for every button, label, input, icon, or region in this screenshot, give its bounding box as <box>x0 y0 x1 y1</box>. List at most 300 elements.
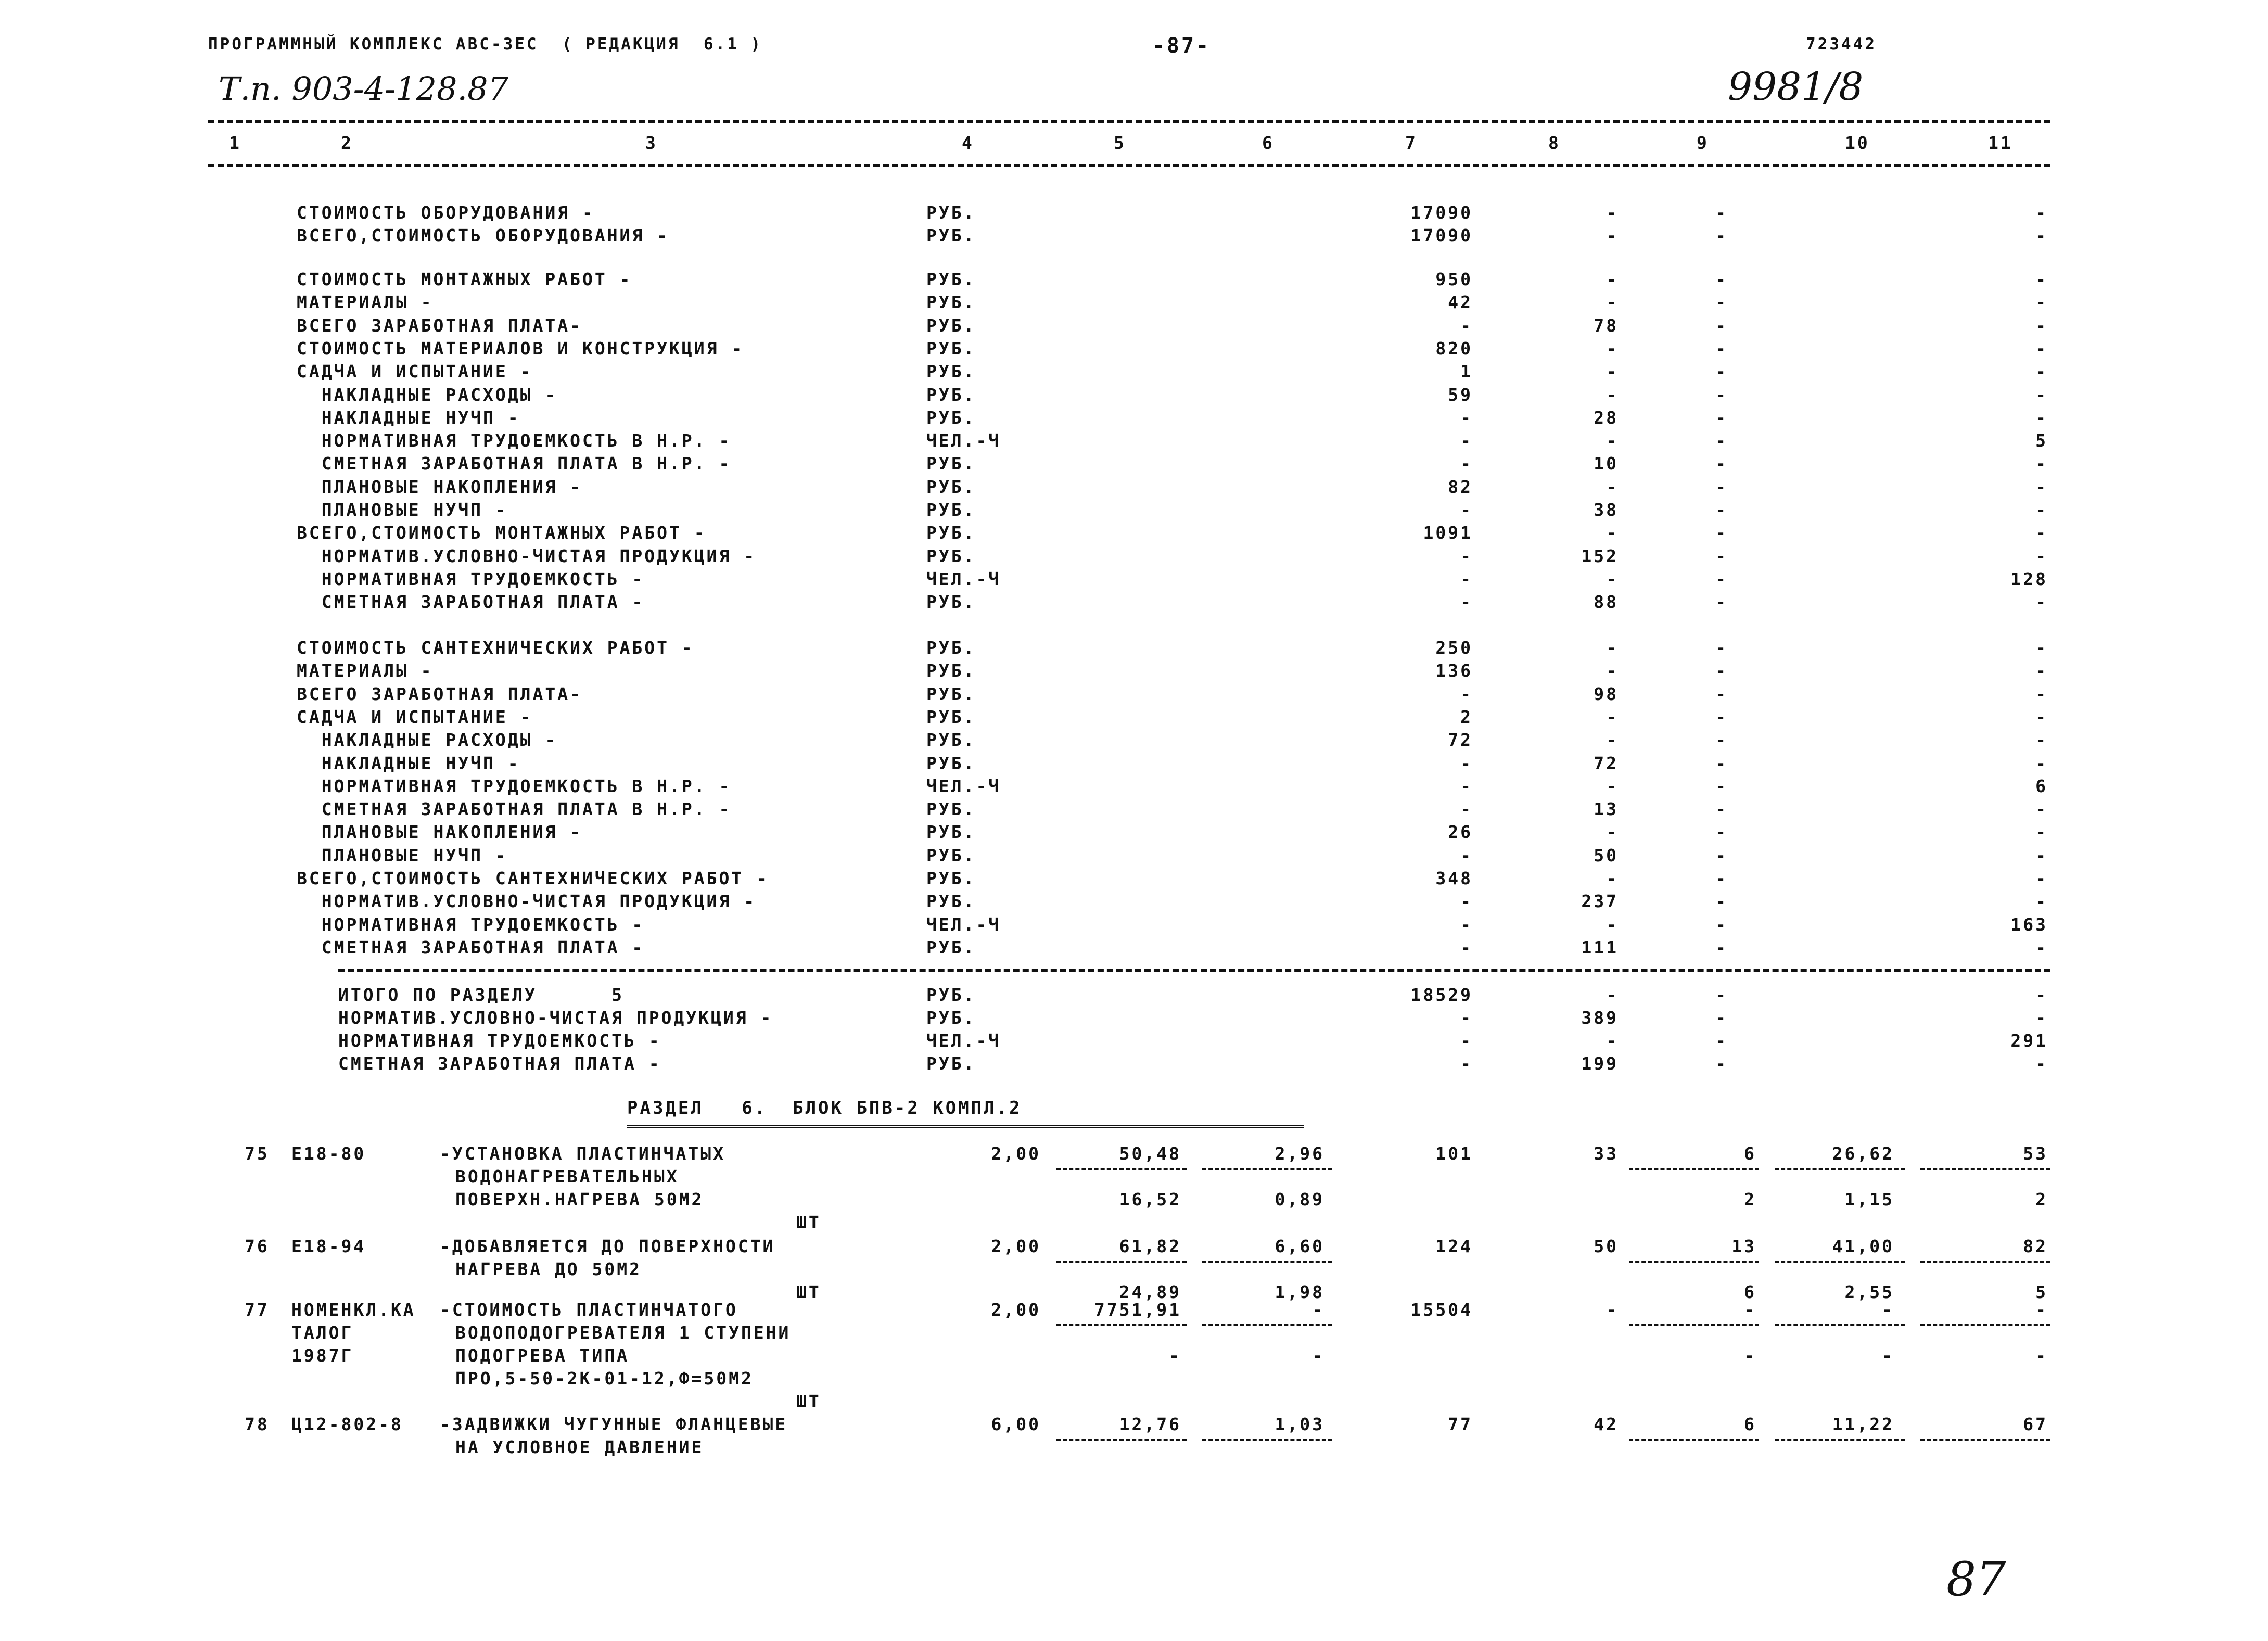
row-unit: РУБ. <box>926 292 976 313</box>
row-label: ПЛАНОВЫЕ НАКОПЛЕНИЯ - <box>297 476 582 497</box>
value-col9: - <box>1715 315 1728 336</box>
value-col8: 50 <box>1594 845 1619 866</box>
item-total-wage: - <box>1606 1300 1619 1320</box>
value-col9: - <box>1715 845 1728 866</box>
row-label: СТОИМОСТЬ ОБОРУДОВАНИЯ - <box>297 202 595 223</box>
value-col11: - <box>2035 937 2048 958</box>
row-unit: РУБ. <box>926 361 976 382</box>
value-col7: 26 <box>1448 822 1473 843</box>
value-col7: - <box>1460 683 1473 704</box>
value-col7: - <box>1460 845 1473 866</box>
value-col7: - <box>1460 914 1473 935</box>
handwritten-reference: 9981/8 <box>1728 65 1864 109</box>
item-unit-wage: 2,96 <box>1275 1143 1324 1164</box>
value-col7: 72 <box>1448 730 1473 750</box>
dashed-rule <box>1920 1168 2050 1170</box>
row-label: МАТЕРИАЛЫ - <box>297 660 434 681</box>
row-unit: РУБ. <box>926 753 976 773</box>
row-label: САДЧА И ИСПЫТАНИЕ - <box>297 706 533 727</box>
value-col11: - <box>2035 361 2048 382</box>
value-col7: 950 <box>1435 269 1473 289</box>
row-unit: РУБ. <box>926 868 976 888</box>
item-total-cost: 101 <box>1435 1143 1473 1164</box>
value-col9: - <box>1715 453 1728 474</box>
value-col11: - <box>2035 225 2048 246</box>
item-unit-cost-materials: 16,52 <box>1119 1189 1181 1210</box>
dashed-rule <box>1202 1168 1332 1170</box>
dashed-rule <box>1202 1261 1332 1263</box>
item-col9-sub: 6 <box>1744 1282 1756 1302</box>
row-unit: РУБ. <box>926 407 976 428</box>
row-unit: РУБ. <box>926 523 976 543</box>
value-col9: - <box>1715 361 1728 382</box>
row-label: СТОИМОСТЬ САНТЕХНИЧЕСКИХ РАБОТ - <box>297 638 694 658</box>
item-col11: 82 <box>2023 1236 2048 1256</box>
value-col8: 88 <box>1594 592 1619 613</box>
value-col8: - <box>1606 202 1619 223</box>
dashed-rule <box>1202 1439 1332 1441</box>
dashed-rule <box>1775 1261 1905 1263</box>
value-col11: - <box>2035 315 2048 336</box>
dashed-rule <box>1920 1261 2050 1263</box>
item-code: Е18-94 <box>291 1236 366 1256</box>
row-unit: РУБ. <box>926 706 976 727</box>
column-header-8: 8 <box>1548 133 1561 153</box>
value-col9: - <box>1715 660 1728 681</box>
row-unit: РУБ. <box>926 1008 976 1028</box>
value-col9: - <box>1715 775 1728 796</box>
row-label: ПЛАНОВЫЕ НАКОПЛЕНИЯ - <box>297 822 582 843</box>
item-quantity: 2,00 <box>991 1236 1041 1256</box>
value-col8: - <box>1606 225 1619 246</box>
row-label: НАКЛАДНЫЕ НУЧП - <box>297 753 520 773</box>
value-col9: - <box>1715 338 1728 359</box>
row-unit: ЧЕЛ.-Ч <box>926 775 1001 796</box>
row-label: НОРМАТИВНАЯ ТРУДОЕМКОСТЬ В Н.Р. - <box>297 430 732 451</box>
value-col8: - <box>1606 868 1619 888</box>
row-unit: РУБ. <box>926 225 976 246</box>
value-col8: 13 <box>1594 799 1619 820</box>
program-header: ПРОГРАММНЫЙ КОМПЛЕКС АВС-3ЕС ( РЕДАКЦИЯ 6.1 ) <box>208 35 763 54</box>
value-col7: - <box>1460 891 1473 912</box>
value-col11: - <box>2035 868 2048 888</box>
value-col8: - <box>1606 523 1619 543</box>
item-col11: - <box>2035 1300 2048 1320</box>
value-col11: 5 <box>2035 430 2048 451</box>
value-col11: - <box>2035 845 2048 866</box>
value-col11: - <box>2035 638 2048 658</box>
row-unit: РУБ. <box>926 985 976 1005</box>
dashed-rule <box>208 120 2050 123</box>
column-header-7: 7 <box>1405 133 1418 153</box>
item-description: -УСТАНОВКА ПЛАСТИНЧАТЫХ <box>440 1143 725 1164</box>
value-col9: - <box>1715 914 1728 935</box>
value-col7: - <box>1460 453 1473 474</box>
item-unit-cost: 61,82 <box>1119 1236 1181 1256</box>
item-col9: 13 <box>1731 1236 1756 1256</box>
value-col11: - <box>2035 822 2048 843</box>
row-unit: ЧЕЛ.-Ч <box>926 430 1001 451</box>
item-total-cost: 124 <box>1435 1236 1473 1256</box>
column-header-10: 10 <box>1845 133 1870 153</box>
value-col7: - <box>1460 799 1473 820</box>
column-header-1: 1 <box>229 133 241 153</box>
item-description: ПРО,5-50-2К-01-12,Ф=50М2 <box>455 1368 754 1389</box>
column-header-2: 2 <box>341 133 353 153</box>
row-unit: РУБ. <box>926 338 976 359</box>
value-col7: 17090 <box>1410 225 1473 246</box>
value-col7: 136 <box>1435 660 1473 681</box>
handwritten-page-number: 87 <box>1946 1552 2006 1607</box>
value-col9: - <box>1715 799 1728 820</box>
row-label: МАТЕРИАЛЫ - <box>297 292 434 313</box>
value-col7: - <box>1460 753 1473 773</box>
item-unit-cost: 7751,91 <box>1094 1300 1181 1320</box>
item-unit-wage: - <box>1312 1300 1324 1320</box>
item-col9: - <box>1744 1300 1756 1320</box>
value-col8: - <box>1606 638 1619 658</box>
row-unit: РУБ. <box>926 891 976 912</box>
item-total-cost: 15504 <box>1410 1300 1473 1320</box>
row-label: ПЛАНОВЫЕ НУЧП - <box>297 845 508 866</box>
value-col11: - <box>2035 753 2048 773</box>
value-col9: - <box>1715 523 1728 543</box>
document-number: 723442 <box>1806 35 1877 54</box>
row-label: ВСЕГО,СТОИМОСТЬ САНТЕХНИЧЕСКИХ РАБОТ - <box>297 868 769 888</box>
value-col8: - <box>1606 822 1619 843</box>
value-col7: 82 <box>1448 476 1473 497</box>
row-unit: РУБ. <box>926 660 976 681</box>
dashed-rule <box>1056 1324 1187 1326</box>
value-col8: 72 <box>1594 753 1619 773</box>
item-unit-cost-materials: - <box>1169 1345 1181 1366</box>
value-col11: - <box>2035 683 2048 704</box>
value-col9: - <box>1715 292 1728 313</box>
value-col8: 389 <box>1581 1008 1619 1028</box>
item-col10-sub: - <box>1882 1345 1894 1366</box>
item-code-cont: 1987Г <box>291 1345 354 1366</box>
item-unit-wage: 1,03 <box>1275 1414 1324 1434</box>
row-label: НОРМАТИВНАЯ ТРУДОЕМКОСТЬ - <box>338 1031 661 1051</box>
row-unit: РУБ. <box>926 638 976 658</box>
row-label: НАКЛАДНЫЕ РАСХОДЫ - <box>297 384 558 405</box>
dashed-rule <box>1629 1439 1759 1441</box>
item-unit-wage-materials: 1,98 <box>1275 1282 1324 1302</box>
column-header-5: 5 <box>1114 133 1126 153</box>
item-quantity: 2,00 <box>991 1300 1041 1320</box>
value-col9: - <box>1715 1031 1728 1051</box>
value-col9: - <box>1715 269 1728 289</box>
row-unit: РУБ. <box>926 500 976 520</box>
value-col8: - <box>1606 476 1619 497</box>
value-col9: - <box>1715 730 1728 750</box>
value-col8: 152 <box>1581 545 1619 566</box>
row-unit: РУБ. <box>926 384 976 405</box>
value-col9: - <box>1715 430 1728 451</box>
value-col11: - <box>2035 730 2048 750</box>
row-label: СМЕТНАЯ ЗАРАБОТНАЯ ПЛАТА - <box>297 592 645 613</box>
item-number: 75 <box>245 1143 270 1164</box>
item-unit-wage-materials: - <box>1312 1345 1324 1366</box>
row-label: ИТОГО ПО РАЗДЕЛУ 5 <box>338 985 624 1005</box>
row-label: СТОИМОСТЬ МОНТАЖНЫХ РАБОТ - <box>297 269 632 289</box>
value-col7: - <box>1460 1008 1473 1028</box>
value-col9: - <box>1715 706 1728 727</box>
item-number: 77 <box>245 1300 270 1320</box>
value-col9: - <box>1715 384 1728 405</box>
row-label: НАКЛАДНЫЕ НУЧП - <box>297 407 520 428</box>
item-code-cont: ТАЛОГ <box>291 1322 354 1343</box>
row-label: САДЧА И ИСПЫТАНИЕ - <box>297 361 533 382</box>
row-label: ВСЕГО,СТОИМОСТЬ ОБОРУДОВАНИЯ - <box>297 225 670 246</box>
value-col8: - <box>1606 430 1619 451</box>
value-col7: - <box>1460 937 1473 958</box>
dashed-rule <box>1920 1439 2050 1441</box>
value-col7: - <box>1460 775 1473 796</box>
row-unit: РУБ. <box>926 545 976 566</box>
item-unit-cost-materials: 24,89 <box>1119 1282 1181 1302</box>
row-unit: РУБ. <box>926 202 976 223</box>
item-code: Е18-80 <box>291 1143 366 1164</box>
value-col8: 199 <box>1581 1053 1619 1074</box>
dashed-rule <box>338 969 2050 972</box>
item-number: 76 <box>245 1236 270 1256</box>
value-col11: - <box>2035 545 2048 566</box>
item-col11-sub: 2 <box>2035 1189 2048 1210</box>
item-col9: 6 <box>1744 1143 1756 1164</box>
row-label: НОРМАТИВ.УСЛОВНО-ЧИСТАЯ ПРОДУКЦИЯ - <box>297 891 757 912</box>
value-col8: - <box>1606 706 1619 727</box>
item-col11: 53 <box>2023 1143 2048 1164</box>
item-description: -ДОБАВЛЯЕТСЯ ДО ПОВЕРХНОСТИ <box>440 1236 775 1256</box>
value-col9: - <box>1715 753 1728 773</box>
value-col9: - <box>1715 202 1728 223</box>
row-unit: РУБ. <box>926 730 976 750</box>
row-unit: РУБ. <box>926 845 976 866</box>
value-col9: - <box>1715 1008 1728 1028</box>
item-col9: 6 <box>1744 1414 1756 1434</box>
row-label: НОРМАТИВНАЯ ТРУДОЕМКОСТЬ - <box>297 914 645 935</box>
tp-label: Т.п. 903-4-128.87 <box>219 70 509 108</box>
value-col7: - <box>1460 1031 1473 1051</box>
value-col11: 128 <box>2010 568 2048 589</box>
value-col9: - <box>1715 937 1728 958</box>
item-number: 78 <box>245 1414 270 1434</box>
value-col11: - <box>2035 523 2048 543</box>
item-total-wage: 42 <box>1594 1414 1619 1434</box>
value-col7: - <box>1460 1053 1473 1074</box>
dashed-rule <box>1629 1168 1759 1170</box>
item-col10-sub: 1,15 <box>1844 1189 1894 1210</box>
row-label: СМЕТНАЯ ЗАРАБОТНАЯ ПЛАТА В Н.Р. - <box>297 799 732 820</box>
row-label: СМЕТНАЯ ЗАРАБОТНАЯ ПЛАТА В Н.Р. - <box>297 453 732 474</box>
value-col11: - <box>2035 985 2048 1005</box>
value-col8: - <box>1606 384 1619 405</box>
value-col11: - <box>2035 706 2048 727</box>
value-col11: - <box>2035 407 2048 428</box>
value-col8: - <box>1606 730 1619 750</box>
dashed-rule <box>1775 1324 1905 1326</box>
value-col11: - <box>2035 292 2048 313</box>
value-col11: - <box>2035 269 2048 289</box>
value-col8: - <box>1606 338 1619 359</box>
row-unit: РУБ. <box>926 592 976 613</box>
row-unit: РУБ. <box>926 269 976 289</box>
value-col11: 163 <box>2010 914 2048 935</box>
row-unit: ЧЕЛ.-Ч <box>926 1031 1001 1051</box>
row-label: НОРМАТИВНАЯ ТРУДОЕМКОСТЬ - <box>297 568 645 589</box>
value-col7: 820 <box>1435 338 1473 359</box>
value-col8: 237 <box>1581 891 1619 912</box>
item-total-wage: 33 <box>1594 1143 1619 1164</box>
value-col7: 1 <box>1460 361 1473 382</box>
item-col10: - <box>1882 1300 1894 1320</box>
value-col8: 10 <box>1594 453 1619 474</box>
dashed-rule <box>1920 1324 2050 1326</box>
value-col7: 42 <box>1448 292 1473 313</box>
item-total-wage: 50 <box>1594 1236 1619 1256</box>
dashed-rule <box>627 1125 1304 1128</box>
value-col9: - <box>1715 985 1728 1005</box>
item-unit-cost: 12,76 <box>1119 1414 1181 1434</box>
item-unit-cost: 50,48 <box>1119 1143 1181 1164</box>
value-col11: - <box>2035 384 2048 405</box>
column-header-9: 9 <box>1697 133 1709 153</box>
value-col11: - <box>2035 660 2048 681</box>
column-header-3: 3 <box>645 133 658 153</box>
value-col9: - <box>1715 868 1728 888</box>
row-label: СТОИМОСТЬ МАТЕРИАЛОВ И КОНСТРУКЦИЯ - <box>297 338 744 359</box>
item-unit: ШТ <box>796 1391 821 1411</box>
row-unit: ЧЕЛ.-Ч <box>926 568 1001 589</box>
value-col8: 38 <box>1594 500 1619 520</box>
column-header-6: 6 <box>1262 133 1275 153</box>
row-label: ПЛАНОВЫЕ НУЧП - <box>297 500 508 520</box>
row-unit: ЧЕЛ.-Ч <box>926 914 1001 935</box>
item-description: ПОДОГРЕВА ТИПА <box>455 1345 630 1366</box>
value-col11: - <box>2035 476 2048 497</box>
dashed-rule <box>1056 1261 1187 1263</box>
row-unit: РУБ. <box>926 937 976 958</box>
value-col9: - <box>1715 407 1728 428</box>
value-col9: - <box>1715 476 1728 497</box>
value-col8: - <box>1606 269 1619 289</box>
value-col7: - <box>1460 315 1473 336</box>
dashed-rule <box>1629 1261 1759 1263</box>
item-quantity: 2,00 <box>991 1143 1041 1164</box>
row-label: СМЕТНАЯ ЗАРАБОТНАЯ ПЛАТА - <box>338 1053 661 1074</box>
row-label: НОРМАТИВНАЯ ТРУДОЕМКОСТЬ В Н.Р. - <box>297 775 732 796</box>
value-col7: 18529 <box>1410 985 1473 1005</box>
value-col8: - <box>1606 361 1619 382</box>
row-unit: РУБ. <box>926 476 976 497</box>
item-col10: 26,62 <box>1832 1143 1894 1164</box>
row-unit: РУБ. <box>926 315 976 336</box>
item-col11-sub: 5 <box>2035 1282 2048 1302</box>
value-col8: 111 <box>1581 937 1619 958</box>
item-unit-wage-materials: 0,89 <box>1275 1189 1324 1210</box>
value-col8: - <box>1606 1031 1619 1051</box>
item-col9-sub: - <box>1744 1345 1756 1366</box>
item-unit: ШТ <box>796 1282 821 1302</box>
value-col9: - <box>1715 638 1728 658</box>
row-label: НАКЛАДНЫЕ РАСХОДЫ - <box>297 730 558 750</box>
value-col7: - <box>1460 430 1473 451</box>
value-col7: 17090 <box>1410 202 1473 223</box>
value-col9: - <box>1715 545 1728 566</box>
item-description: НА УСЛОВНОЕ ДАВЛЕНИЕ <box>455 1437 704 1457</box>
dashed-rule <box>208 164 2050 167</box>
value-col8: - <box>1606 660 1619 681</box>
value-col11: - <box>2035 338 2048 359</box>
item-col9-sub: 2 <box>1744 1189 1756 1210</box>
item-col10: 11,22 <box>1832 1414 1894 1434</box>
value-col11: - <box>2035 202 2048 223</box>
dashed-rule <box>1056 1439 1187 1441</box>
row-unit: РУБ. <box>926 799 976 820</box>
value-col11: 291 <box>2010 1031 2048 1051</box>
item-col10-sub: 2,55 <box>1844 1282 1894 1302</box>
row-unit: РУБ. <box>926 683 976 704</box>
row-label: СМЕТНАЯ ЗАРАБОТНАЯ ПЛАТА - <box>297 937 645 958</box>
value-col8: 28 <box>1594 407 1619 428</box>
value-col9: - <box>1715 592 1728 613</box>
row-label: НОРМАТИВ.УСЛОВНО-ЧИСТАЯ ПРОДУКЦИЯ - <box>338 1008 773 1028</box>
item-unit-wage: 6,60 <box>1275 1236 1324 1256</box>
item-description: -ЗАДВИЖКИ ЧУГУННЫЕ ФЛАНЦЕВЫЕ <box>440 1414 788 1434</box>
value-col8: 98 <box>1594 683 1619 704</box>
value-col9: - <box>1715 1053 1728 1074</box>
item-description: НАГРЕВА ДО 50М2 <box>455 1259 642 1279</box>
page-number-center: -87- <box>1152 34 1211 58</box>
value-col11: 6 <box>2035 775 2048 796</box>
value-col7: - <box>1460 568 1473 589</box>
value-col11: - <box>2035 891 2048 912</box>
value-col11: - <box>2035 799 2048 820</box>
value-col7: 59 <box>1448 384 1473 405</box>
item-quantity: 6,00 <box>991 1414 1041 1434</box>
value-col7: - <box>1460 592 1473 613</box>
value-col11: - <box>2035 1008 2048 1028</box>
item-total-cost: 77 <box>1448 1414 1473 1434</box>
row-unit: РУБ. <box>926 822 976 843</box>
value-col8: - <box>1606 568 1619 589</box>
value-col7: 2 <box>1460 706 1473 727</box>
row-unit: РУБ. <box>926 1053 976 1074</box>
item-description: ПОВЕРХН.НАГРЕВА 50М2 <box>455 1189 704 1210</box>
column-header-11: 11 <box>1988 133 2013 153</box>
item-col11: 67 <box>2023 1414 2048 1434</box>
row-label: ВСЕГО ЗАРАБОТНАЯ ПЛАТА- <box>297 315 582 336</box>
value-col9: - <box>1715 568 1728 589</box>
value-col7: 348 <box>1435 868 1473 888</box>
item-code: Ц12-802-8 <box>291 1414 403 1434</box>
value-col8: - <box>1606 985 1619 1005</box>
value-col11: - <box>2035 500 2048 520</box>
dashed-rule <box>1775 1439 1905 1441</box>
dashed-rule <box>1629 1324 1759 1326</box>
value-col8: - <box>1606 914 1619 935</box>
value-col9: - <box>1715 822 1728 843</box>
value-col9: - <box>1715 225 1728 246</box>
value-col9: - <box>1715 500 1728 520</box>
value-col7: - <box>1460 545 1473 566</box>
value-col11: - <box>2035 1053 2048 1074</box>
value-col11: - <box>2035 453 2048 474</box>
item-unit: ШТ <box>796 1212 821 1232</box>
dashed-rule <box>1056 1168 1187 1170</box>
section-6-title: РАЗДЕЛ 6. БЛОК БПВ-2 КОМПЛ.2 <box>627 1098 1022 1118</box>
